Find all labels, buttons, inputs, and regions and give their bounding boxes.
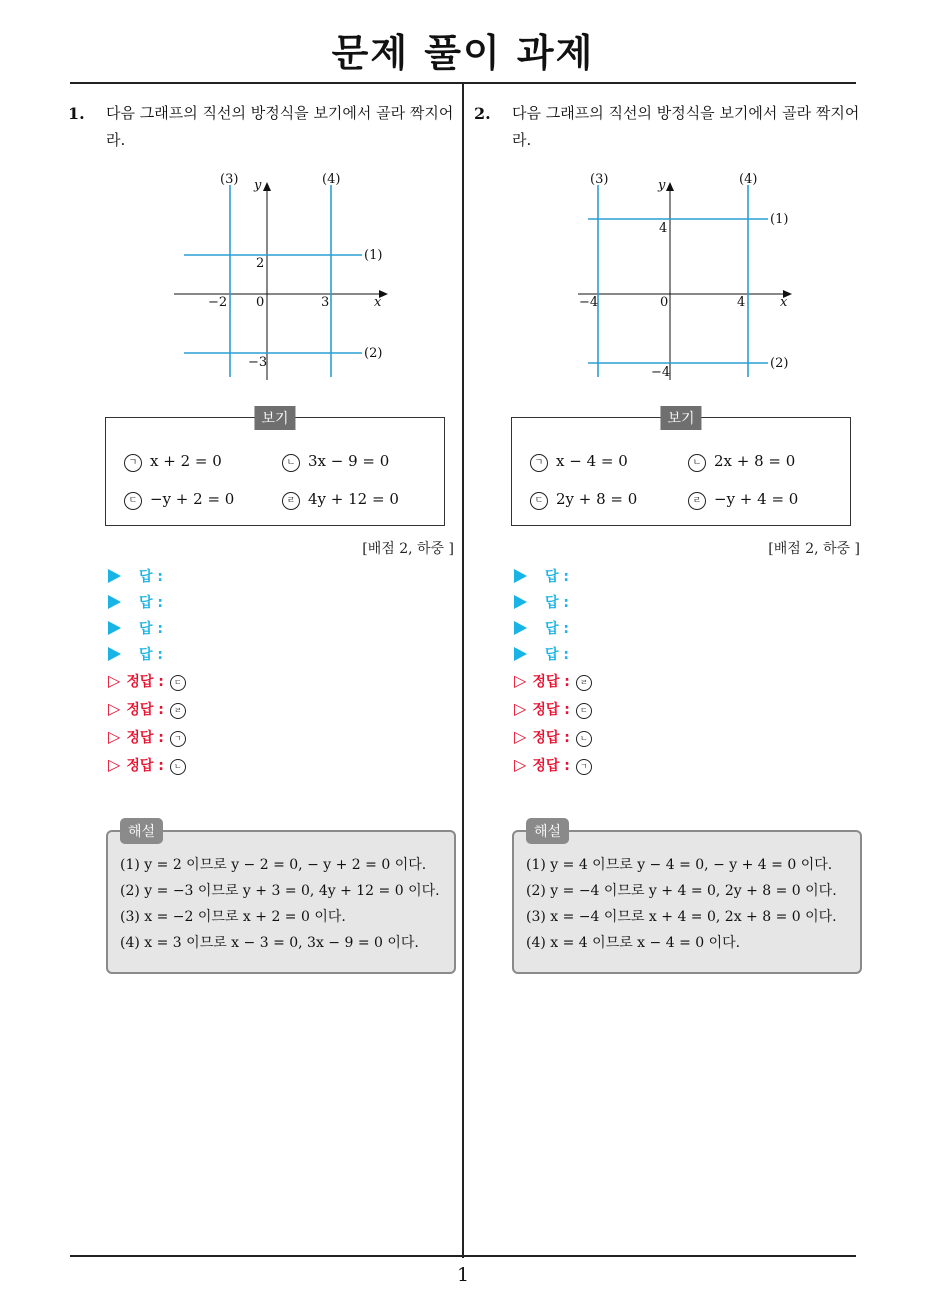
outline-triangle-icon: ▷: [514, 671, 527, 690]
solution-row: [108, 699, 186, 719]
answer-row: [108, 644, 163, 664]
solution-row: [108, 755, 186, 775]
answer-row: [514, 566, 569, 586]
outline-triangle-icon: ▷: [514, 699, 527, 718]
x-tick-label: −4: [579, 295, 599, 310]
explanation-box: [106, 824, 456, 974]
solution-mark: ㄴ: [576, 731, 592, 747]
y-tick-label: −4: [651, 365, 671, 380]
play-icon: [108, 595, 121, 609]
explanation-line: (3) x = −4 이므로 x + 4 = 0, 2x + 8 = 0 이다.: [526, 909, 837, 925]
answer-row: [108, 592, 163, 612]
choice-item: [530, 452, 628, 472]
y-axis-label: y: [658, 178, 666, 193]
choice-expression: 3x − 9 = 0: [308, 452, 390, 470]
explanation-line: (3) x = −2 이므로 x + 2 = 0 이다.: [120, 909, 346, 925]
choice-mark: ㄴ: [688, 454, 706, 472]
page-number: 1: [456, 1264, 470, 1286]
choice-item: [124, 490, 234, 510]
outline-triangle-icon: ▷: [108, 671, 121, 690]
bogi-box: [511, 411, 851, 526]
x-tick-label: −2: [208, 295, 228, 310]
y-axis-label: y: [254, 178, 262, 193]
answer-label: 답 :: [139, 621, 163, 637]
x-axis-label: x: [780, 295, 788, 310]
choice-mark: ㄱ: [124, 454, 142, 472]
y-tick-label: 4: [659, 221, 668, 236]
choice-mark: ㄹ: [688, 492, 706, 510]
solution-mark: ㄷ: [170, 675, 186, 691]
solution-label: 정답 :: [126, 758, 164, 774]
explanation-line: (2) y = −4 이므로 y + 4 = 0, 2y + 8 = 0 이다.: [526, 883, 837, 899]
choice-expression: 2y + 8 = 0: [556, 490, 638, 508]
answer-row: [514, 618, 569, 638]
play-icon: [514, 647, 527, 661]
column-divider: [462, 84, 464, 1258]
play-icon: [108, 647, 121, 661]
explanation-line: (1) y = 2 이므로 y − 2 = 0, − y + 2 = 0 이다.: [120, 857, 427, 873]
origin-label: 0: [660, 295, 669, 310]
play-icon: [108, 621, 121, 635]
y-tick-label: −3: [248, 355, 268, 370]
choice-mark: ㄱ: [530, 454, 548, 472]
page-title: 문제 풀이 과제: [331, 31, 595, 75]
answer-row: [514, 644, 569, 664]
line-1-label: (1): [364, 248, 383, 263]
question-text-line-1: 다음 그래프의 직선의 방정식을 보기에서 골라 짝지어: [106, 104, 454, 122]
y-tick-label: 2: [256, 256, 265, 271]
solution-mark: ㄹ: [170, 703, 186, 719]
choice-mark: ㄷ: [124, 492, 142, 510]
choice-expression: x + 2 = 0: [150, 452, 222, 470]
line-3-label: (3): [220, 172, 239, 187]
explanation-line: (2) y = −3 이므로 y + 3 = 0, 4y + 12 = 0 이다.: [120, 883, 440, 899]
solution-mark: ㄴ: [170, 759, 186, 775]
solution-mark: ㄷ: [576, 703, 592, 719]
line-1-label: (1): [770, 212, 789, 227]
outline-triangle-icon: ▷: [108, 755, 121, 774]
x-tick-label: 4: [737, 295, 746, 310]
line-3-label: (3): [590, 172, 609, 187]
y-axis-arrow-icon: [263, 182, 271, 191]
solution-label: 정답 :: [532, 674, 570, 690]
bogi-box: [105, 411, 445, 526]
line-4-label: (4): [739, 172, 758, 187]
line-4-label: (4): [322, 172, 341, 187]
play-icon: [514, 569, 527, 583]
x-axis-label: x: [374, 295, 382, 310]
solution-mark: ㄹ: [576, 675, 592, 691]
line-2-label: (2): [770, 356, 789, 371]
choice-item: [124, 452, 222, 472]
line-2-label: (2): [364, 346, 383, 361]
solution-label: 정답 :: [532, 758, 570, 774]
choice-mark: ㄹ: [282, 492, 300, 510]
choice-mark: ㄴ: [282, 454, 300, 472]
bottom-rule: [70, 1255, 856, 1257]
answer-row: [108, 566, 163, 586]
solution-row: [108, 671, 186, 691]
answer-label: 답 :: [139, 595, 163, 611]
score-label: [배점 2, 하중 ]: [768, 541, 860, 557]
choice-mark: ㄷ: [530, 492, 548, 510]
outline-triangle-icon: ▷: [514, 755, 527, 774]
question: [68, 100, 458, 154]
bogi-title: 보기: [254, 406, 295, 430]
explanation-title: 해설: [120, 818, 163, 844]
solution-label: 정답 :: [126, 702, 164, 718]
solution-row: [514, 727, 592, 747]
solution-label: 정답 :: [532, 702, 570, 718]
play-icon: [108, 569, 121, 583]
question-number: 2.: [474, 104, 491, 123]
answer-label: 답 :: [545, 595, 569, 611]
answer-label: 답 :: [139, 647, 163, 663]
choice-expression: 4y + 12 = 0: [308, 490, 399, 508]
choice-expression: −y + 2 = 0: [150, 490, 235, 508]
question-text-line-1: 다음 그래프의 직선의 방정식을 보기에서 골라 짝지어: [512, 104, 860, 122]
solution-row: [514, 755, 592, 775]
play-icon: [514, 621, 527, 635]
answer-label: 답 :: [545, 621, 569, 637]
coordinate-graph: [174, 170, 404, 385]
question-text-line-2: 라.: [512, 131, 532, 149]
bogi-title: 보기: [660, 406, 701, 430]
choice-item: [282, 452, 389, 472]
question-number: 1.: [68, 104, 85, 123]
outline-triangle-icon: ▷: [514, 727, 527, 746]
question: [474, 100, 864, 154]
choice-expression: 2x + 8 = 0: [714, 452, 796, 470]
choice-expression: −y + 4 = 0: [714, 490, 799, 508]
choice-item: [530, 490, 637, 510]
explanation-title: 해설: [526, 818, 569, 844]
choice-item: [688, 452, 795, 472]
problem-1: [68, 100, 458, 951]
answer-row: [514, 592, 569, 612]
choice-item: [688, 490, 798, 510]
answer-label: 답 :: [139, 569, 163, 585]
answer-label: 답 :: [545, 647, 569, 663]
solution-row: [514, 699, 592, 719]
explanation-line: (4) x = 4 이므로 x − 4 = 0 이다.: [526, 935, 741, 951]
problem-2: [474, 100, 864, 951]
x-tick-label: 3: [321, 295, 330, 310]
solution-row: [514, 671, 592, 691]
answer-row: [108, 618, 163, 638]
explanation-box: [512, 824, 862, 974]
choice-item: [282, 490, 399, 510]
origin-label: 0: [256, 295, 265, 310]
score-label: [배점 2, 하중 ]: [362, 541, 454, 557]
choice-expression: x − 4 = 0: [556, 452, 628, 470]
solution-label: 정답 :: [126, 730, 164, 746]
solution-label: 정답 :: [532, 730, 570, 746]
outline-triangle-icon: ▷: [108, 699, 121, 718]
outline-triangle-icon: ▷: [108, 727, 121, 746]
answer-label: 답 :: [545, 569, 569, 585]
solution-mark: ㄱ: [576, 759, 592, 775]
y-axis-arrow-icon: [666, 182, 674, 191]
solution-label: 정답 :: [126, 674, 164, 690]
question-text-line-2: 라.: [106, 131, 126, 149]
explanation-line: (1) y = 4 이므로 y − 4 = 0, − y + 4 = 0 이다.: [526, 857, 833, 873]
solution-mark: ㄱ: [170, 731, 186, 747]
play-icon: [514, 595, 527, 609]
coordinate-graph: [578, 170, 808, 385]
explanation-line: (4) x = 3 이므로 x − 3 = 0, 3x − 9 = 0 이다.: [120, 935, 419, 951]
solution-row: [108, 727, 186, 747]
